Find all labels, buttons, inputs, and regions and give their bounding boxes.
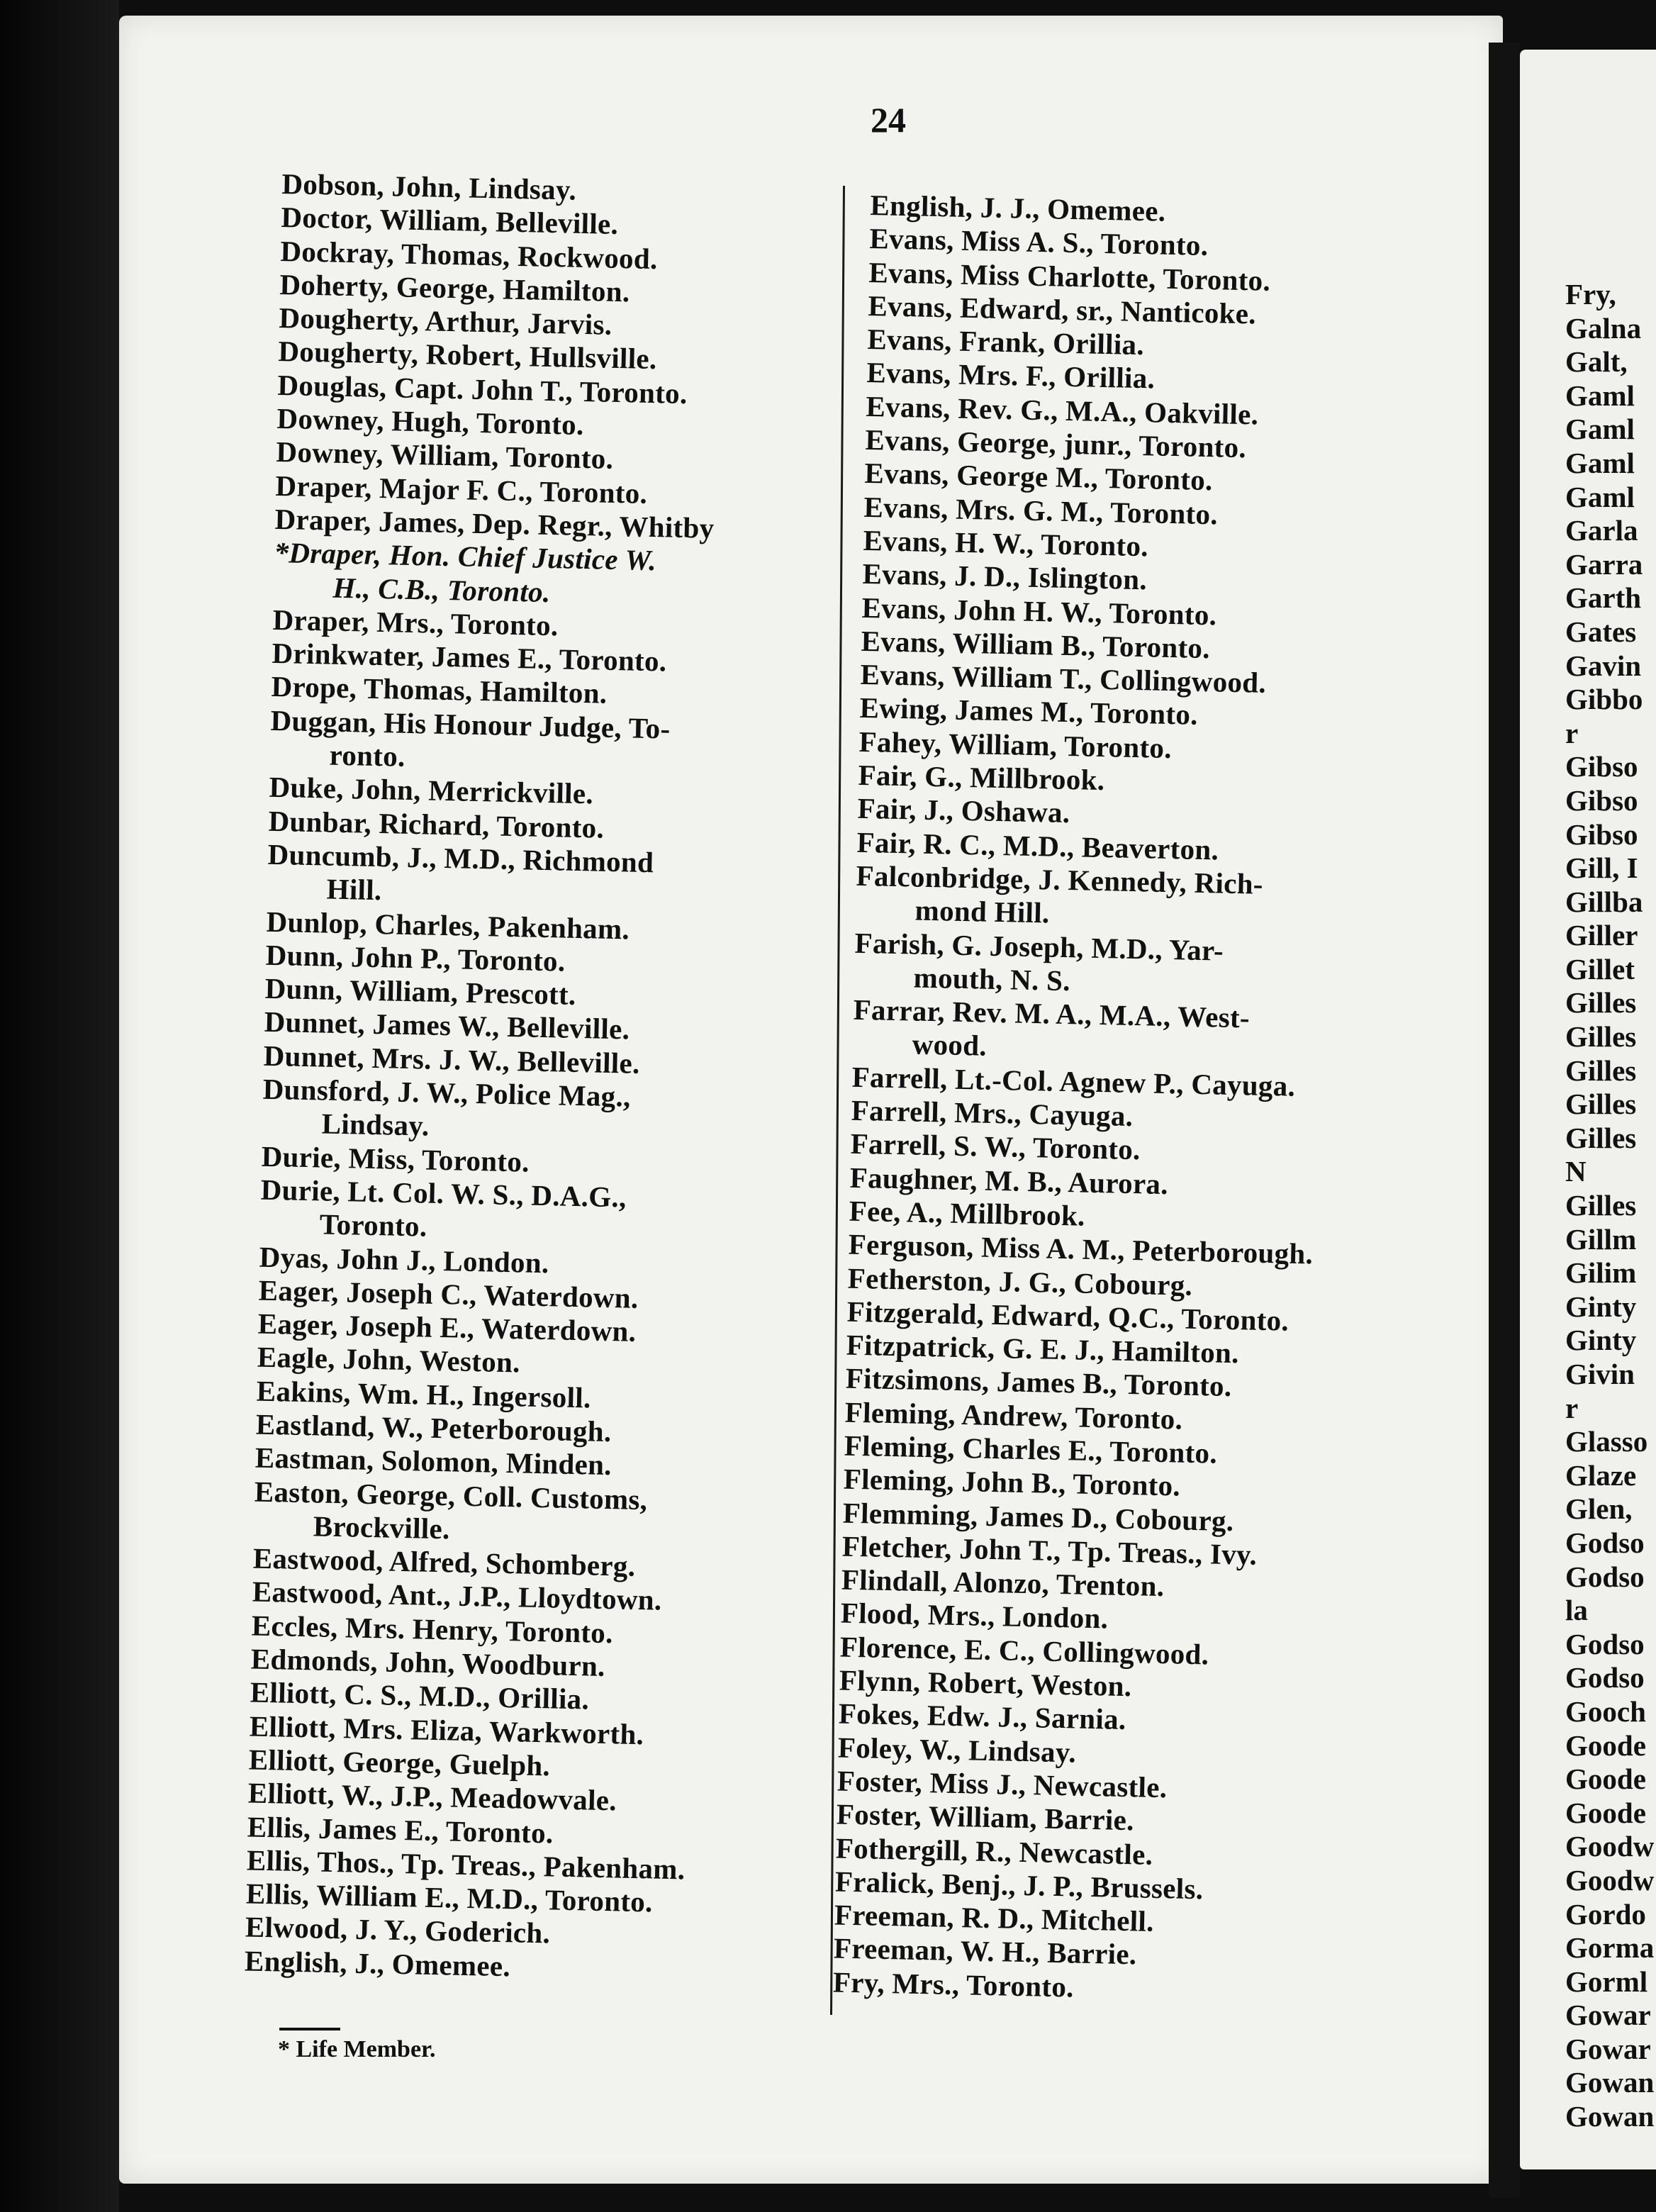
facing-page-entry: Gordo [1565, 1897, 1646, 1931]
facing-page-entry: Givin [1565, 1358, 1635, 1390]
directory-entry: Ferguson, Miss A. M., Peterborough. [848, 1227, 1314, 1270]
facing-page-entry: Gaml [1565, 413, 1635, 446]
facing-page-edge [1520, 50, 1656, 2169]
facing-page-entry: Godso [1565, 1560, 1645, 1593]
directory-entry: Foster, Miss J., Newcastle. [837, 1764, 1168, 1804]
directory-entry: wood. [912, 1027, 988, 1063]
directory-entry: Duke, John, Merrickville. [269, 771, 594, 810]
facing-page-entry: Gilles [1565, 1020, 1637, 1054]
directory-entry: Fleming, Charles E., Toronto. [844, 1429, 1218, 1470]
directory-entry: Downey, Hugh, Toronto. [276, 402, 585, 442]
directory-entry: Evans, William T., Collingwood. [860, 658, 1267, 699]
directory-entry: Edmonds, John, Woodburn. [250, 1642, 606, 1683]
directory-entry: Foster, William, Barrie. [836, 1797, 1135, 1837]
directory-entry: Toronto. [319, 1207, 427, 1243]
directory-entry: ronto. [329, 738, 406, 773]
directory-entry: Elliott, W., J.P., Meadowvale. [247, 1776, 617, 1817]
facing-page-entry: Glaze [1565, 1458, 1637, 1492]
facing-page-entry: N [1565, 1155, 1587, 1188]
facing-page-entry: Gavin [1565, 649, 1642, 682]
directory-entry: Farrell, Mrs., Cayuga. [851, 1093, 1134, 1133]
directory-entry: Eccles, Mrs. Henry, Toronto. [251, 1609, 614, 1649]
directory-column-left [245, 167, 856, 1989]
directory-entry: Evans, H. W., Toronto. [863, 523, 1149, 563]
facing-page-entry: Gooch [1565, 1694, 1646, 1728]
facing-page-column [1565, 278, 1654, 2134]
directory-entry: Dougherty, Arthur, Jarvis. [279, 301, 612, 341]
directory-entry: Elliott, George, Guelph. [248, 1743, 551, 1782]
facing-page-entry: la [1565, 1594, 1588, 1627]
directory-entry: Fothergill, R., Newcastle. [835, 1831, 1153, 1871]
directory-entry: Duggan, His Honour Judge, To- [270, 703, 671, 745]
directory-entry: Freeman, R. D., Mitchell. [834, 1898, 1155, 1938]
directory-entry: Dunnet, Mrs. J. W., Belleville. [263, 1039, 641, 1080]
directory-entry: Hill. [326, 872, 382, 907]
facing-page-entry: Gilles [1565, 1121, 1637, 1154]
directory-entry: Fair, G., Millbrook. [858, 758, 1105, 797]
facing-page-entry: Garth [1565, 581, 1642, 615]
directory-entry: Freeman, W. H., Barrie. [833, 1931, 1137, 1971]
directory-entry: Dunn, William, Prescott. [264, 971, 577, 1012]
facing-page-entry: Gaml [1565, 480, 1635, 513]
directory-entry: Flindall, Alonzo, Trenton. [841, 1563, 1165, 1603]
facing-page-entry: Gill, I [1565, 851, 1638, 885]
facing-page-entry: Gibso [1565, 783, 1638, 817]
facing-page-entry: Gowan [1565, 2066, 1655, 2099]
directory-entry: Fitzgerald, Edward, Q.C., Toronto. [846, 1295, 1289, 1337]
facing-page-entry: Goodw [1565, 1863, 1655, 1897]
directory-entry: Eager, Joseph E., Waterdown. [257, 1307, 637, 1348]
directory-entry: Durie, Miss, Toronto. [261, 1139, 530, 1178]
facing-page-entry: Gilles [1565, 986, 1637, 1020]
facing-page-entry: Gillet [1565, 952, 1635, 985]
directory-entry: Evans, Mrs. G. M., Toronto. [863, 490, 1219, 531]
directory-entry: Douglas, Capt. John T., Toronto. [277, 368, 688, 410]
directory-entry: Florence, E. C., Collingwood. [839, 1630, 1209, 1671]
facing-page-entry: Garla [1565, 514, 1638, 547]
directory-entry: Fletcher, John T., Tp. Treas., Ivy. [841, 1529, 1258, 1571]
directory-entry: Fokes, Edw. J., Sarnia. [838, 1697, 1126, 1736]
directory-entry: Elliott, C. S., M.D., Orillia. [250, 1675, 590, 1716]
book-gutter [1489, 43, 1520, 2198]
facing-page-entry: Goode [1565, 1763, 1646, 1796]
directory-entry: Farrell, S. W., Toronto. [850, 1127, 1141, 1166]
facing-page-entry: r [1565, 716, 1579, 749]
facing-page-entry: Gaml [1565, 379, 1635, 412]
footnote-rule [279, 2028, 340, 2031]
facing-page-entry: Gibbo [1565, 683, 1643, 716]
directory-entry: Doherty, George, Hamilton. [279, 267, 630, 308]
directory-entry: Fee, A., Millbrook. [849, 1194, 1086, 1232]
facing-page-entry: Gilim [1565, 1256, 1637, 1290]
directory-entry: Dyas, John J., London. [259, 1240, 549, 1279]
directory-entry: Drinkwater, James E., Toronto. [272, 637, 667, 678]
directory-entry: Ellis, William E., M.D., Toronto. [245, 1877, 654, 1918]
directory-entry: Eagle, John, Weston. [257, 1341, 521, 1379]
directory-entry: Fair, J., Oshawa. [857, 792, 1070, 830]
facing-page-entry: Godso [1565, 1627, 1645, 1660]
facing-page-entry: Gilles [1565, 1088, 1637, 1121]
facing-page-entry: Godso [1565, 1661, 1645, 1694]
directory-entry: Dunlop, Charles, Pakenham. [266, 905, 630, 946]
directory-entry: Easton, George, Coll. Customs, [254, 1475, 648, 1516]
facing-page-entry: Giller [1565, 919, 1638, 952]
directory-entry: Eastman, Solomon, Minden. [254, 1441, 612, 1482]
directory-entry: Eakins, Wm. H., Ingersoll. [256, 1374, 592, 1414]
directory-entry: English, J. J., Omemee. [870, 189, 1166, 228]
facing-page-entry: Gowar [1565, 2032, 1651, 2065]
directory-entry: Evans, George M., Toronto. [864, 457, 1214, 497]
facing-page-entry: Gillm [1565, 1222, 1637, 1256]
directory-entry: Drope, Thomas, Hamilton. [271, 670, 608, 710]
directory-entry: Ewing, James M., Toronto. [859, 691, 1199, 732]
facing-page-entry: Gowan [1565, 2100, 1655, 2133]
directory-entry: Ellis, Thos., Tp. Treas., Pakenham. [246, 1843, 686, 1886]
facing-page-entry: Gilles [1565, 1054, 1637, 1087]
directory-entry: Fitzpatrick, G. E. J., Hamilton. [846, 1328, 1240, 1370]
directory-entry: Draper, Mrs., Toronto. [272, 603, 559, 642]
directory-entry: Dobson, John, Lindsay. [281, 167, 577, 206]
directory-entry: English, J., Omemee. [244, 1944, 511, 1983]
facing-page-entry: Gaml [1565, 446, 1635, 479]
facing-page-entry: Galt, [1565, 345, 1628, 379]
directory-entry: Eastland, W., Peterborough. [255, 1407, 612, 1448]
facing-page-entry: Ginty [1565, 1290, 1637, 1323]
directory-entry: Farish, G. Joseph, M.D., Yar- [854, 926, 1224, 967]
facing-page-entry: Ginty [1565, 1324, 1637, 1357]
directory-entry: mond Hill. [914, 893, 1050, 929]
directory-entry: Eastwood, Alfred, Schomberg. [252, 1541, 636, 1583]
directory-entry: Dunn, John P., Toronto. [265, 938, 566, 978]
directory-entry: Lindsay. [321, 1107, 430, 1142]
directory-entry: Fleming, Andrew, Toronto. [844, 1395, 1183, 1436]
directory-entry: Faughner, M. B., Aurora. [849, 1161, 1169, 1200]
directory-entry: Flynn, Robert, Weston. [839, 1663, 1132, 1703]
directory-entry: Eastwood, Ant., J.P., Lloydtown. [252, 1575, 662, 1617]
facing-page-entry: Goode [1565, 1796, 1646, 1829]
facing-page-entry: Gowar [1565, 1999, 1651, 2032]
scan-background-left [0, 0, 119, 2212]
directory-entry: Fair, R. C., M.D., Beaverton. [856, 825, 1219, 866]
directory-entry: Evans, J. D., Islington. [862, 557, 1148, 596]
directory-entry: Evans, Mrs. F., Orillia. [866, 356, 1156, 395]
facing-page-entry: Godso [1565, 1526, 1645, 1559]
directory-entry: Dunbar, Richard, Toronto. [268, 804, 605, 844]
directory-entry: Evans, George, junr., Toronto. [865, 423, 1247, 464]
directory-entry: Fralick, Benj., J. P., Brussels. [834, 1865, 1204, 1906]
directory-entry: Evans, Edward, sr., Nanticoke. [868, 289, 1257, 330]
page-number: 24 [871, 100, 906, 140]
directory-entry: Evans, William B., Toronto. [861, 624, 1211, 665]
directory-entry: Brockville. [313, 1509, 451, 1546]
facing-page-entry: Goodw [1565, 1830, 1655, 1863]
directory-entry: Ellis, James E., Toronto. [247, 1810, 554, 1850]
directory-entry: Downey, William, Toronto. [276, 435, 614, 476]
facing-page-entry: Galna [1565, 311, 1642, 345]
directory-entry: Flemming, James D., Cobourg. [842, 1496, 1234, 1537]
facing-page-entry: Goode [1565, 1728, 1646, 1762]
directory-entry: Flood, Mrs., London. [840, 1597, 1109, 1635]
directory-entry: Fry, Mrs., Toronto. [832, 1965, 1075, 2004]
facing-page-entry: Gorma [1565, 1931, 1655, 1965]
directory-entry: Foley, W., Lindsay. [837, 1731, 1077, 1769]
directory-entry: Farrar, Rev. M. A., M.A., West- [853, 993, 1251, 1034]
directory-entry: Eager, Joseph C., Waterdown. [258, 1273, 639, 1314]
directory-entry: Elwood, J. Y., Goderich. [245, 1910, 551, 1950]
facing-page-entry: Gates [1565, 615, 1637, 648]
directory-entry: Evans, Miss Charlotte, Toronto. [868, 255, 1271, 297]
directory-entry: Evans, Miss A. S., Toronto. [869, 222, 1209, 262]
directory-entry: Dunsford, J. W., Police Mag., [262, 1072, 632, 1113]
directory-entry: *Draper, Hon. Chief Justice W. [274, 536, 657, 577]
directory-entry: Elliott, Mrs. Eliza, Warkworth. [249, 1709, 644, 1750]
facing-page-entry: Gilles [1565, 1189, 1637, 1222]
facing-page-entry: Gibso [1565, 817, 1638, 851]
directory-entry: Dockray, Thomas, Rockwood. [280, 234, 659, 275]
directory-entry: Evans, John H. W., Toronto. [861, 591, 1217, 631]
facing-page-entry: Fry, [1565, 278, 1616, 311]
directory-entry: Fitzsimons, James B., Toronto. [845, 1362, 1232, 1403]
facing-page-entry: r [1565, 1391, 1579, 1424]
directory-entry: Doctor, William, Belleville. [281, 201, 619, 241]
directory-entry: Duncumb, J., M.D., Richmond [267, 837, 654, 879]
directory-entry: Evans, Rev. G., M.A., Oakville. [866, 389, 1259, 431]
facing-page-entry: Glen, [1565, 1492, 1633, 1526]
directory-entry: Evans, Frank, Orillia. [867, 323, 1145, 362]
directory-entry: Fetherston, J. G., Cobourg. [847, 1261, 1193, 1302]
facing-page-entry: Garra [1565, 547, 1643, 581]
directory-entry: H., C.B., Toronto. [332, 571, 551, 608]
directory-column-right [833, 189, 1431, 2011]
footnote: * Life Member. [278, 2036, 436, 2062]
directory-entry: Draper, Major F. C., Toronto. [275, 469, 648, 510]
directory-entry: Farrell, Lt.-Col. Agnew P., Cayuga. [851, 1060, 1296, 1102]
directory-entry: Durie, Lt. Col. W. S., D.A.G., [260, 1173, 627, 1214]
directory-entry: Draper, James, Dep. Regr., Whitby [274, 502, 715, 544]
directory-entry: Dougherty, Robert, Hullsville. [278, 335, 657, 376]
facing-page-entry: Gorml [1565, 1965, 1648, 1998]
directory-entry: mouth, N. S. [913, 961, 1071, 997]
facing-page-entry: Glasso [1565, 1425, 1648, 1458]
directory-entry: Fleming, John B., Toronto. [843, 1462, 1181, 1502]
directory-entry: Fahey, William, Toronto. [858, 725, 1173, 764]
facing-page-entry: Gillba [1565, 885, 1643, 918]
directory-entry: Falconbridge, J. Kennedy, Rich- [856, 859, 1264, 900]
directory-entry: Dunnet, James W., Belleville. [264, 1005, 630, 1046]
facing-page-entry: Gibso [1565, 750, 1638, 783]
